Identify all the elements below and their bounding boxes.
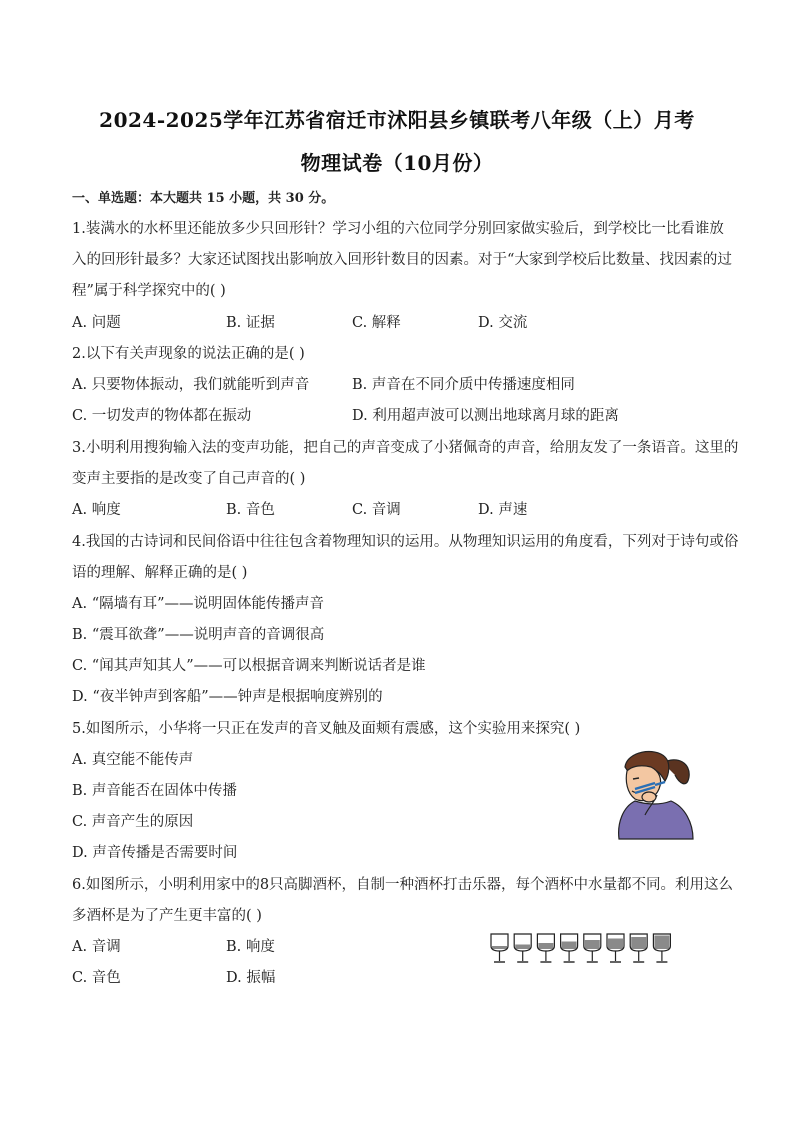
question-5-option-c: C. 声音产生的原因: [72, 814, 194, 830]
exam-title-line2: 物理试卷（10月份）: [300, 151, 494, 175]
question-1-line-2: 入的回形针最多？大家还试图找出影响放入回形针数目的因素。对于“大家到学校后比数量、找因素的过: [72, 252, 732, 268]
wine-glass: [630, 934, 647, 962]
question-2-option-d: D. 利用超声波可以测出地球离月球的距离: [352, 408, 619, 424]
glass-water: [538, 943, 553, 949]
question-5-line-1: 5.如图所示，小华将一只正在发声的音叉触及面颊有震感，这个实验用来探究( ): [72, 721, 581, 737]
question-2-line-1: 2.以下有关声现象的说法正确的是( ): [72, 346, 305, 362]
wine-glass: [607, 934, 624, 962]
question-4-line-2: 语的理解、解释正确的是( ): [72, 565, 248, 581]
wine-glass: [653, 934, 670, 962]
question-3-option-c: C. 音调: [352, 502, 401, 518]
question-6-option-c: C. 音色: [72, 970, 121, 986]
question-6-line-2: 多酒杯是为了产生更丰富的( ): [72, 908, 262, 924]
question-6-line-1: 6.如图所示，小明利用家中的8只高脚酒杯，自制一种酒杯打击乐器，每个酒杯中水量都不同。利用这么: [72, 877, 734, 893]
glass-water: [654, 936, 669, 950]
question-3-option-b: B. 音色: [226, 502, 275, 518]
question-1-option-b: B. 证据: [226, 315, 275, 331]
question-1-line-1: 1.装满水的水杯里还能放多少只回形针？学习小组的六位同学分别回家做实验后，到学校比一比看谁放: [72, 221, 724, 237]
question-3-option-a: A. 响度: [72, 502, 121, 518]
question-1-option-d: D. 交流: [478, 315, 528, 331]
glass-water: [631, 937, 646, 949]
question-1-option-a: A. 问题: [72, 315, 121, 331]
glass-water: [585, 940, 600, 949]
section-heading: 一、单选题：本大题共 15 小题，共 30 分。: [72, 191, 335, 206]
question-1-option-c: C. 解释: [352, 315, 401, 331]
question-2-option-a: A. 只要物体振动，我们就能听到声音: [72, 377, 310, 393]
question-6-option-b: B. 响度: [226, 939, 275, 955]
glass-water: [562, 942, 577, 950]
question-4-option-b: B. “震耳欲聋”——说明声音的音调很高: [72, 627, 325, 643]
question-1-line-3: 程”属于科学探究中的( ): [72, 283, 226, 299]
question-5-option-d: D. 声音传播是否需要时间: [72, 845, 238, 861]
question-3-line-2: 变声主要指的是改变了自己声音的( ): [72, 471, 306, 487]
question-5-option-b: B. 声音能否在固体中传播: [72, 783, 237, 799]
question-4-option-a: A. “隔墙有耳”——说明固体能传播声音: [72, 596, 325, 612]
question-3-line-1: 3.小明利用搜狗输入法的变声功能，把自己的声音变成了小猪佩奇的声音，给朋友发了一条语音。这里的: [72, 440, 739, 456]
question-4-option-d: D. “夜半钟声到客船”——钟声是根据响度辨别的: [72, 689, 383, 705]
glass-water: [608, 939, 623, 950]
wine-glass: [514, 934, 531, 962]
exam-title-line1: 2024-2025学年江苏省宿迁市沭阳县乡镇联考八年级（上）月考: [99, 108, 695, 132]
question-4-option-c: C. “闻其声知其人”——可以根据音调来判断说话者是谁: [72, 658, 426, 674]
wine-glass: [561, 934, 578, 962]
question-6-option-d: D. 振幅: [226, 970, 276, 986]
question-2-option-b: B. 声音在不同介质中传播速度相同: [352, 377, 575, 393]
wine-glasses-illustration: [488, 932, 678, 966]
wine-glass: [537, 934, 554, 962]
wine-glass: [491, 934, 508, 962]
question-5-option-a: A. 真空能不能传声: [72, 752, 194, 768]
question-2-option-c: C. 一切发声的物体都在振动: [72, 408, 252, 424]
wine-glass: [584, 934, 601, 962]
glass-water: [492, 946, 507, 949]
question-4-line-1: 4.我国的古诗词和民间俗语中往往包含着物理知识的运用。从物理知识运用的角度看，下列对于诗句或俗: [72, 534, 739, 550]
glass-water: [515, 945, 530, 950]
question-3-option-d: D. 声速: [478, 502, 528, 518]
tuning-fork-girl-illustration: [605, 745, 697, 840]
question-6-option-a: A. 音调: [72, 939, 121, 955]
